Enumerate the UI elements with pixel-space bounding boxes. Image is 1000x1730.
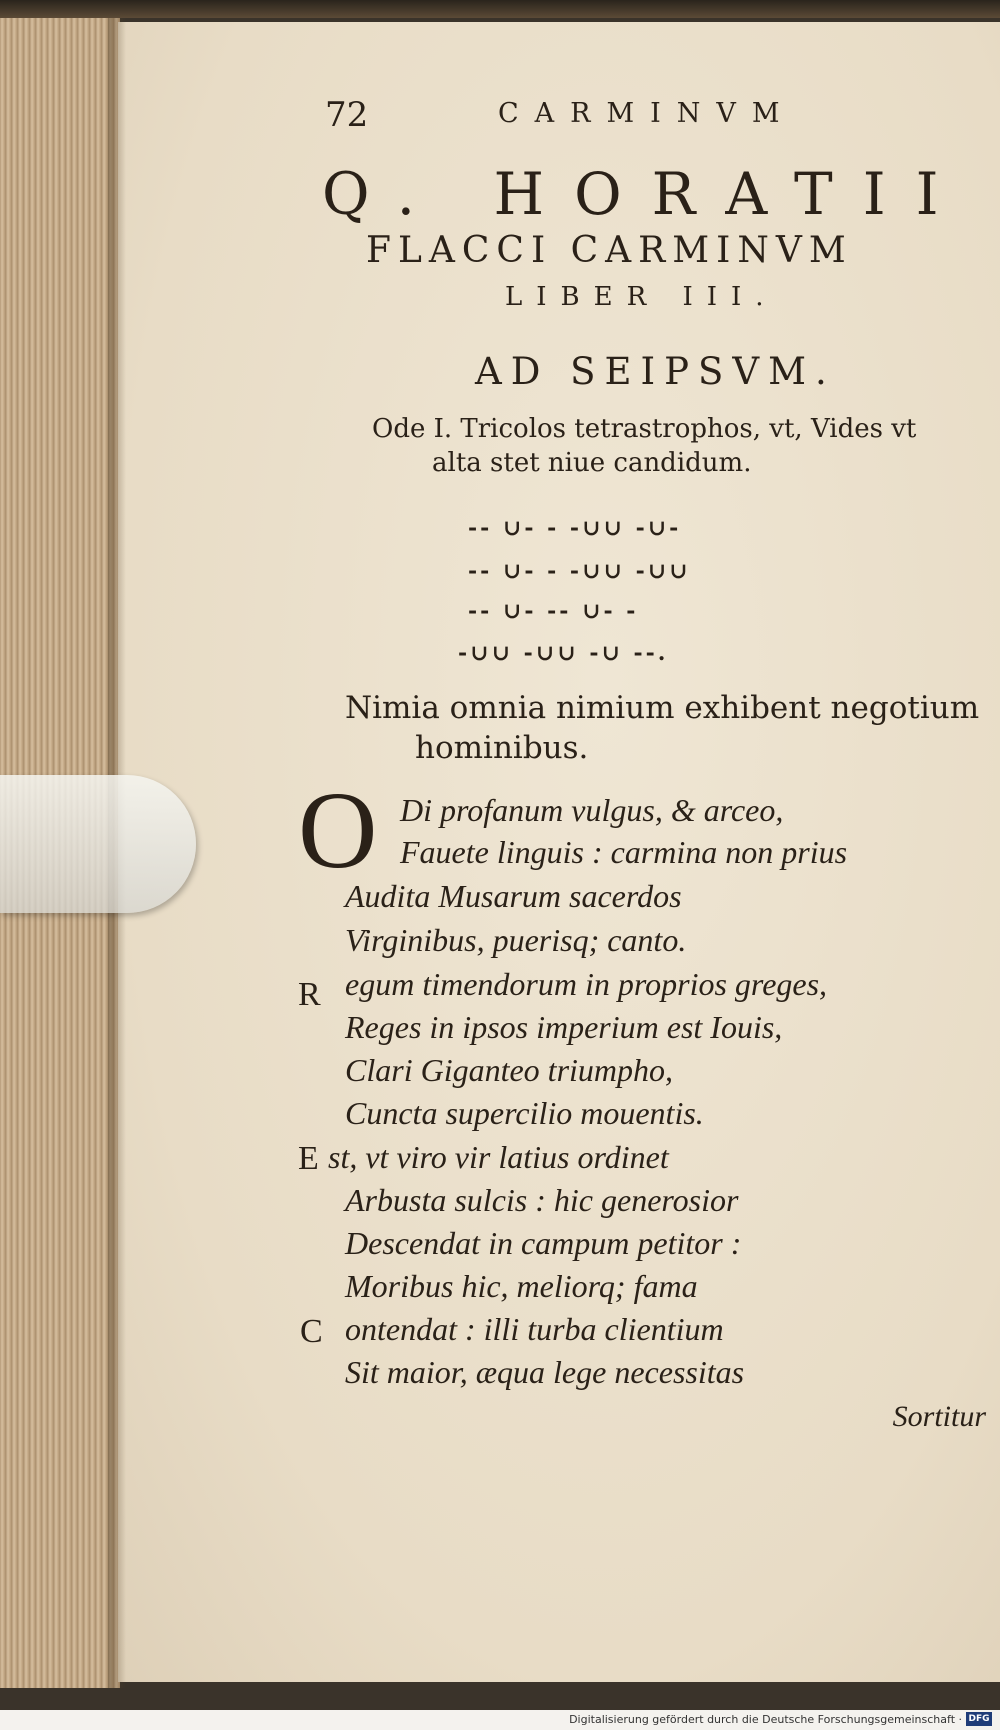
verse-line: Virginibus, puerisq; canto.	[345, 922, 687, 958]
verse-line: Arbusta sulcis : hic generosior	[345, 1182, 739, 1218]
stanza-initial: R	[298, 976, 321, 1013]
verse-line: st, vt viro vir latius ordinet	[328, 1139, 669, 1175]
book-title-line-1: Q. HORATII	[322, 160, 969, 228]
verse-line: Moribus hic, meliorq; fama	[345, 1268, 698, 1304]
meter-scheme-line: -∪∪ -∪∪ -∪ --.	[458, 640, 669, 666]
scan-top-border	[0, 0, 1000, 18]
verse-line: Descendat in campum petitor :	[345, 1225, 742, 1261]
verse-line: Sit maior, æqua lege necessitas	[345, 1354, 745, 1390]
motto-line-2: hominibus.	[415, 730, 589, 766]
verse-line: Clari Giganteo triumpho,	[345, 1052, 674, 1088]
ode-title: AD SEIPSVM.	[475, 350, 836, 393]
motto-line-1: Nimia omnia nimium exhibent negotium	[345, 690, 980, 726]
verse-line: egum timendorum in proprios greges,	[345, 966, 828, 1002]
book-title-line-2: FLACCI CARMINVM	[366, 230, 853, 271]
running-head: CARMINVM	[498, 98, 796, 129]
funding-credit: Digitalisierung gefördert durch die Deutsche Forschungsgemeinschaft ·	[569, 1713, 962, 1726]
verse-line: Fauete linguis : carmina non prius	[400, 834, 848, 870]
ode-description-line-1: Ode I. Tricolos tetrastrophos, vt, Vides vt	[372, 414, 917, 444]
verse-line: Di profanum vulgus, & arceo,	[400, 792, 784, 828]
verse-line: ontendat : illi turba clientium	[345, 1311, 724, 1347]
catchword: Sortitur	[892, 1400, 986, 1433]
ode-description-line-2: alta stet niue candidum.	[432, 448, 752, 478]
meter-scheme-line: -- ∪- -- ∪- -	[468, 598, 639, 624]
verse-line: Cuncta supercilio mouentis.	[345, 1095, 704, 1131]
stanza-initial: C	[300, 1313, 323, 1350]
meter-scheme-line: -- ∪- - -∪∪ -∪-	[468, 515, 682, 541]
drop-cap: O	[298, 769, 378, 891]
page-holder-clip	[0, 775, 196, 913]
dfg-logo: DFG	[966, 1712, 992, 1726]
meter-scheme-line: -- ∪- - -∪∪ -∪∪	[468, 558, 691, 584]
stanza-initial: E	[298, 1140, 319, 1177]
page-number: 72	[325, 95, 369, 135]
book-title-line-3: LIBER III.	[505, 282, 778, 312]
verse-line: Reges in ipsos imperium est Iouis,	[345, 1009, 783, 1045]
verse-line: Audita Musarum sacerdos	[345, 878, 682, 914]
